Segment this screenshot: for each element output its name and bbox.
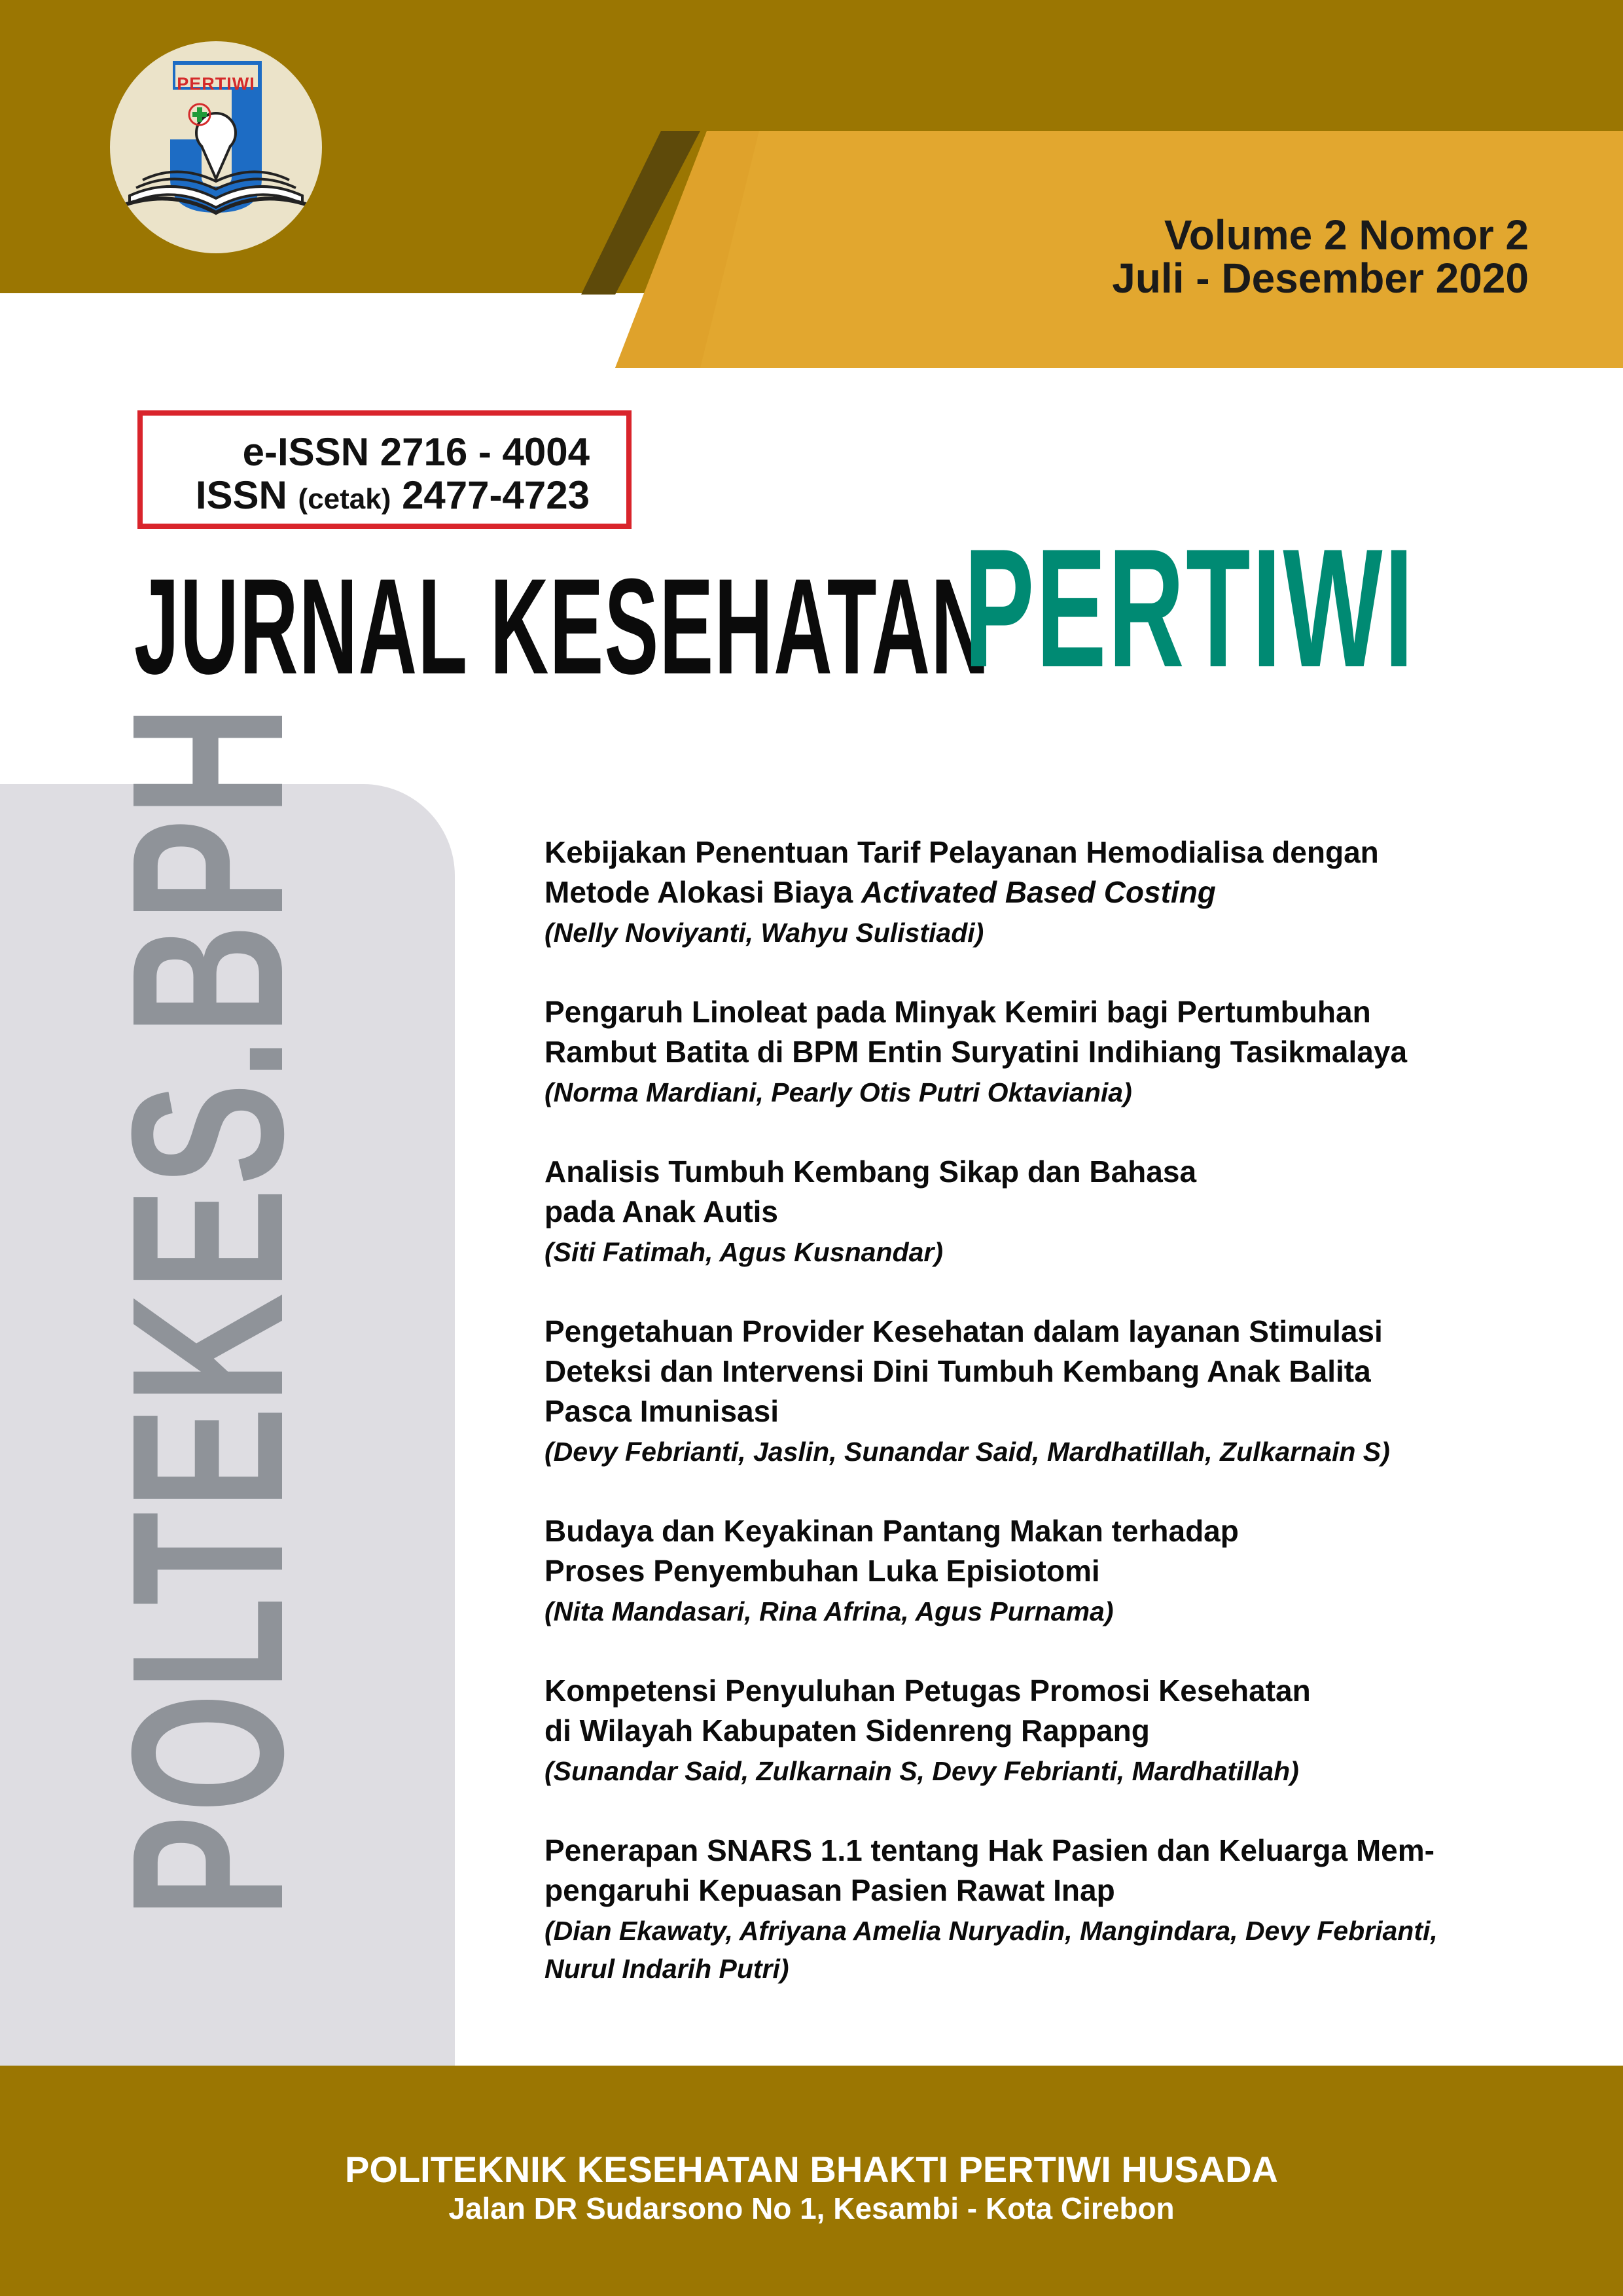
- footer-band: [0, 2066, 1623, 2296]
- article-title-italic: Activated Based Costing: [861, 875, 1216, 909]
- article-authors: (Siti Fatimah, Agus Kusnandar): [544, 1237, 943, 1267]
- print-issn-qualifier: (cetak): [298, 483, 391, 515]
- article-authors: (Norma Mardiani, Pearly Otis Putri Oktaviania): [544, 1077, 1132, 1107]
- article-title-line: Penerapan SNARS 1.1 tentang Hak Pasien dan Keluarga Mem-: [544, 1833, 1435, 1867]
- issue-period: Juli - Desember 2020: [1112, 255, 1529, 302]
- article-authors-line: Nurul Indarih Putri): [544, 1954, 789, 1984]
- eissn-value: 2716 - 4004: [380, 430, 590, 474]
- article-authors: (Nita Mandasari, Rina Afrina, Agus Purnama): [544, 1596, 1114, 1626]
- article-item: [544, 1671, 1565, 1790]
- article-title: [544, 1511, 1565, 1591]
- article-list: [544, 833, 1565, 2028]
- article-title: [544, 1671, 1565, 1751]
- print-issn-label: ISSN: [195, 473, 287, 517]
- institution-address: Jalan DR Sudarsono No 1, Kesambi - Kota Cirebon: [448, 2191, 1175, 2225]
- volume-number: Volume 2 Nomor 2: [1164, 211, 1529, 259]
- institution-name: POLITEKNIK KESEHATAN BHAKTI PERTIWI HUSADA: [345, 2149, 1278, 2190]
- article-item: [544, 833, 1565, 952]
- side-label-text: POLTEKES.BPH: [86, 702, 328, 1918]
- article-title-line: pengaruhi Kepuasan Pasien Rawat Inap: [544, 1873, 1115, 1907]
- eissn-label: e-ISSN: [242, 430, 370, 474]
- title-part2: PERTIWI: [964, 513, 1416, 702]
- article-title-line: Pengaruh Linoleat pada Minyak Kemiri bagi Pertumbuhan: [544, 995, 1371, 1029]
- article-title-line: Kompetensi Penyuluhan Petugas Promosi Kesehatan: [544, 1674, 1311, 1708]
- article-title-text: Metode Alokasi Biaya: [544, 875, 862, 909]
- title-part1: JURNAL KESEHATAN: [134, 550, 991, 703]
- article-title-line: Analisis Tumbuh Kembang Sikap dan Bahasa: [544, 1155, 1197, 1189]
- logo-text: PERTIWI: [177, 74, 255, 94]
- journal-title: [134, 513, 1515, 703]
- article-title: [544, 1152, 1565, 1232]
- article-item: [544, 1312, 1565, 1471]
- article-title-line: Proses Penyembuhan Luka Episiotomi: [544, 1554, 1100, 1588]
- article-item: [544, 1152, 1565, 1271]
- article-title: [544, 1831, 1565, 1910]
- article-authors: [544, 1912, 1565, 1988]
- article-title-line: Kebijakan Penentuan Tarif Pelayanan Hemodialisa dengan: [544, 835, 1379, 869]
- article-title: [544, 992, 1565, 1072]
- article-item: [544, 992, 1565, 1111]
- article-authors: (Nelly Noviyanti, Wahyu Sulistiadi): [544, 918, 984, 948]
- article-item: [544, 1511, 1565, 1630]
- article-title: [544, 1312, 1565, 1431]
- article-title: [544, 833, 1565, 912]
- issue-info: [1112, 213, 1529, 300]
- article-title-line: Budaya dan Keyakinan Pantang Makan terhadap: [544, 1514, 1239, 1548]
- article-title-line: Pasca Imunisasi: [544, 1394, 779, 1428]
- article-title-line: Deteksi dan Intervensi Dini Tumbuh Kembang Anak Balita: [544, 1354, 1371, 1388]
- article-title-line: di Wilayah Kabupaten Sidenreng Rappang: [544, 1713, 1150, 1748]
- print-issn-value: 2477-4723: [402, 473, 590, 517]
- article-authors-line: (Dian Ekawaty, Afriyana Amelia Nuryadin, Mangindara, Devy Febrianti,: [544, 1916, 1438, 1946]
- article-title-line: Pengetahuan Provider Kesehatan dalam layanan Stimulasi: [544, 1314, 1383, 1348]
- article-title-line: Rambut Batita di BPM Entin Suryatini Indihiang Tasikmalaya: [544, 1035, 1408, 1069]
- article-title-line: [544, 872, 1565, 912]
- article-authors: (Devy Febrianti, Jaslin, Sunandar Said, Mardhatillah, Zulkarnain S): [544, 1437, 1390, 1467]
- article-item: [544, 1831, 1565, 1988]
- article-title-line: pada Anak Autis: [544, 1194, 778, 1229]
- article-authors: (Sunandar Said, Zulkarnain S, Devy Febrianti, Mardhatillah): [544, 1756, 1299, 1786]
